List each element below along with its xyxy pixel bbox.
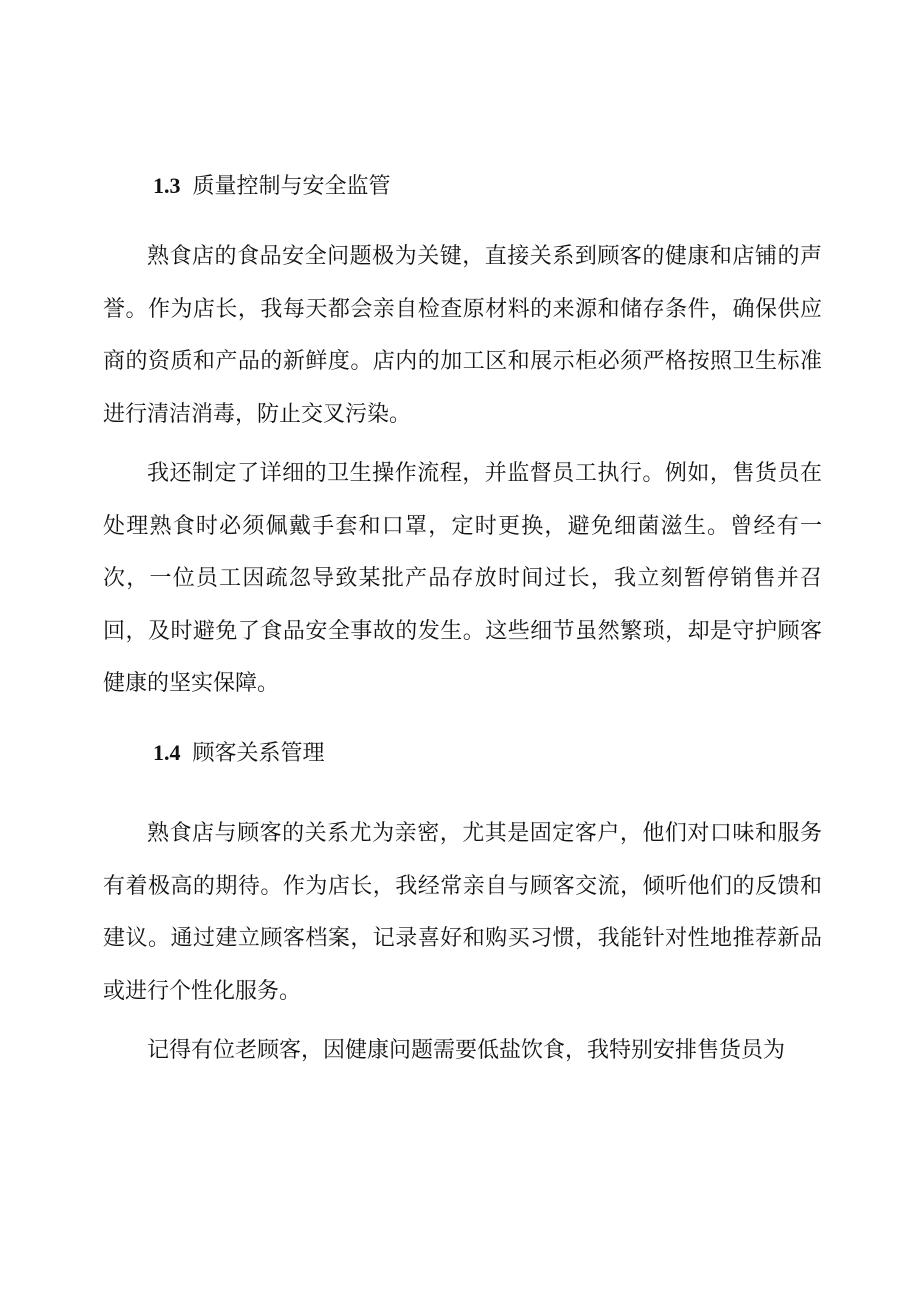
section-heading-1-4 bbox=[153, 738, 325, 769]
paragraph: 熟食店的食品安全问题极为关键，直接关系到顾客的健康和店铺的声誉。作为店长，我每天都会亲自检查原材料的来源和储存条件，确保供应商的资质和产品的新鲜度。店内的加工区和展示柜必须严格按照卫生标准进行清洁消毒，防止交叉污染。 bbox=[103, 244, 822, 427]
section-title: 顾客关系管理 bbox=[192, 741, 325, 766]
paragraph: 记得有位老顾客，因健康问题需要低盐饮食，我特别安排售货员为 bbox=[147, 1038, 786, 1063]
section-title: 质量控制与安全监管 bbox=[192, 174, 391, 199]
paragraph: 我还制定了详细的卫生操作流程，并监督员工执行。例如，售货员在处理熟食时必须佩戴手套和口罩，定时更换，避免细菌滋生。曾经有一次，一位员工因疏忽导致某批产品存放时间过长，我立刻暂停销售并召回，及时避免了食品安全事故的发生。这些细节虽然繁琐，却是守护顾客健康的坚实保障。 bbox=[103, 461, 822, 696]
section-number: 1.3 bbox=[153, 173, 181, 198]
section-heading-1-3 bbox=[153, 171, 391, 202]
paragraph: 熟食店与顾客的关系尤为亲密，尤其是固定客户，他们对口味和服务有着极高的期待。作为店长，我经常亲自与顾客交流，倾听他们的反馈和建议。通过建立顾客档案，记录喜好和购买习惯，我能针对性地推荐新品或进行个性化服务。 bbox=[103, 821, 822, 1004]
section-number: 1.4 bbox=[153, 740, 181, 765]
